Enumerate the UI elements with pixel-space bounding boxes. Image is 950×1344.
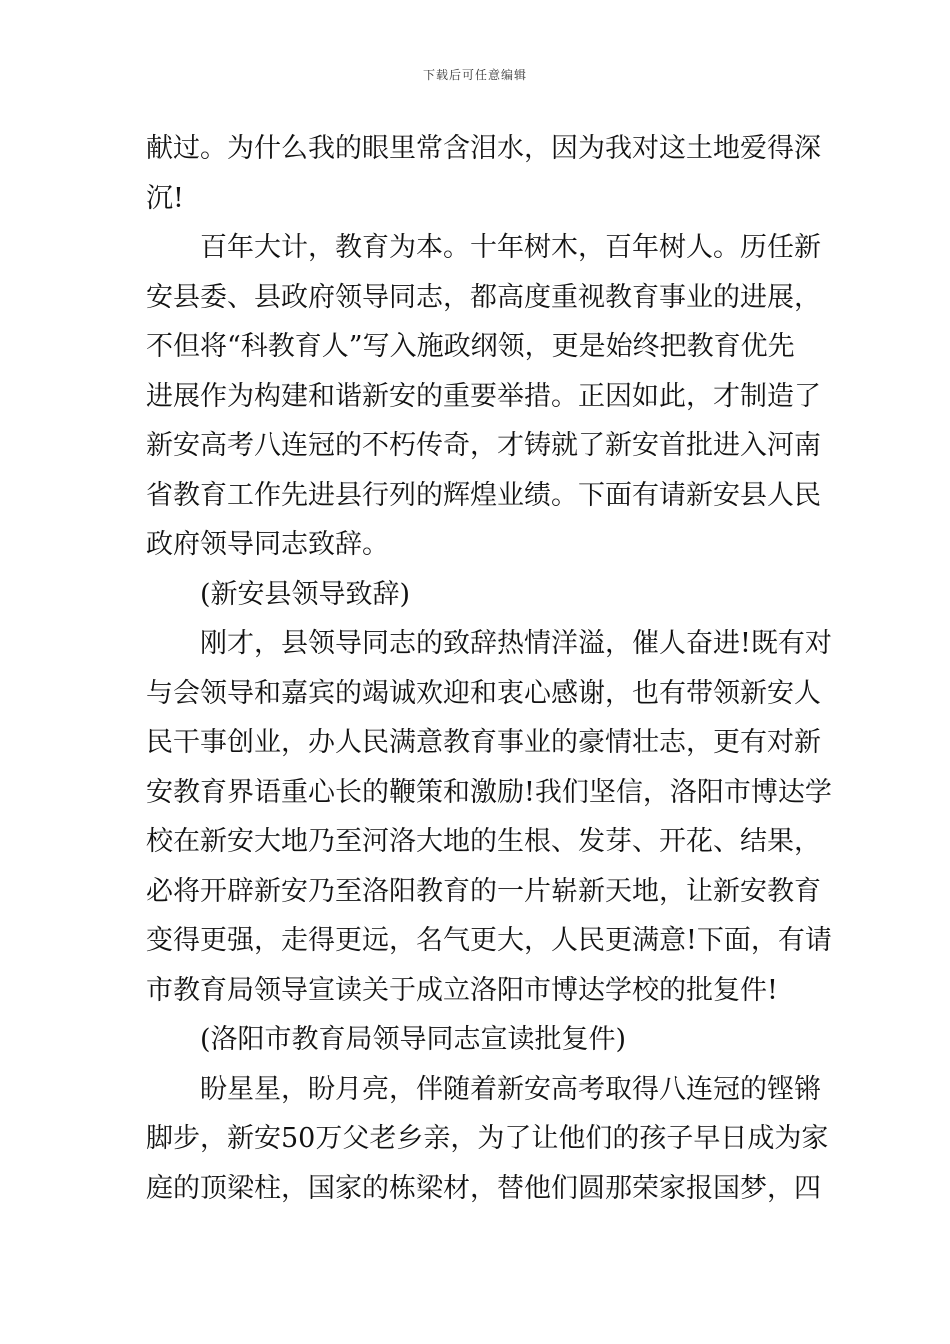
text-line: 进展作为构建和谐新安的重要举措。正因如此，才制造了 <box>146 380 821 412</box>
text-line: (洛阳市教育局领导同志宣读批复件) <box>200 1024 627 1055</box>
paragraph-1 <box>146 124 821 223</box>
text-line: 不但将“科教育人”写入施政纲领，更是始终把教育优先 <box>146 331 795 362</box>
text-line: 庭的顶梁柱，国家的栋梁材，替他们圆那荣家报国梦，四 <box>146 1172 821 1204</box>
text-line: 政府领导同志致辞。 <box>146 529 389 560</box>
paragraph-3 <box>146 570 806 620</box>
page-header: 下载后可任意编辑 <box>422 68 527 82</box>
text-line: 与会领导和嘉宾的竭诚欢迎和衷心感谢，也有带领新安人 <box>146 677 821 709</box>
text-line: (新安县领导致辞) <box>200 578 411 610</box>
text-line: 市教育局领导宣读关于成立洛阳市博达学校的批复件! <box>146 974 778 1006</box>
text-line: 安教育界语重心长的鞭策和激励!我们坚信，洛阳市博达学 <box>146 776 832 808</box>
document-body <box>146 124 832 1213</box>
text-line: 新安高考八连冠的不朽传奇，才铸就了新安首批进入河南 <box>146 430 821 461</box>
text-line: 安县委、县政府领导同志，都高度重视教育事业的进展， <box>146 281 821 313</box>
text-line: 省教育工作先进县行列的辉煌业绩。下面有请新安县人民 <box>146 479 821 511</box>
text-line: 必将开辟新安乃至洛阳教育的一片崭新天地，让新安教育 <box>146 875 821 907</box>
text-line: 沉! <box>146 182 184 214</box>
text-line: 盼星星，盼月亮，伴随着新安高考取得八连冠的铿锵 <box>200 1073 821 1105</box>
text-line: 百年大计，教育为本。十年树木，百年树人。历任新 <box>200 232 821 263</box>
paragraph-5 <box>146 1015 806 1065</box>
paragraph-2 <box>146 223 821 570</box>
text-line: 刚才，县领导同志的致辞热情洋溢，催人奋进!既有对 <box>200 628 832 659</box>
text-line: 脚步，新安50万父老乡亲，为了让他们的孩子早日成为家 <box>146 1123 829 1154</box>
text-line: 民干事创业，办人民满意教育事业的豪情壮志，更有对新 <box>146 727 821 758</box>
text-line: 献过。为什么我的眼里常含泪水，因为我对这土地爱得深 <box>146 133 821 164</box>
text-line: 变得更强，走得更远，名气更大，人民更满意!下面，有请 <box>146 925 832 956</box>
paragraph-6 <box>146 1065 829 1214</box>
paragraph-4 <box>146 619 832 1015</box>
text-line: 校在新安大地乃至河洛大地的生根、发芽、开花、结果， <box>146 826 821 857</box>
